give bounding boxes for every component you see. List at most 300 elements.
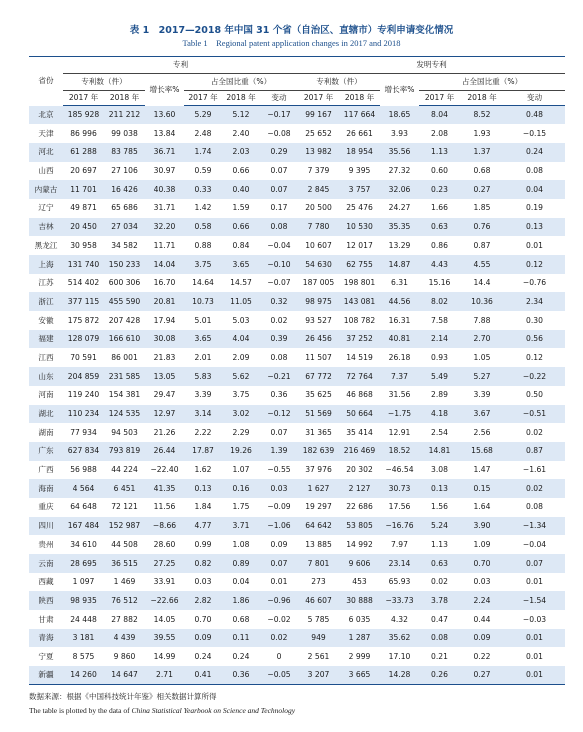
cell-patent-share-2017: 0.99 (194, 539, 212, 549)
cell-province: 吉林 (29, 218, 63, 237)
cell-patent-growth: 13.05 (145, 367, 184, 386)
cell-patent-share-2017: 0.09 (184, 629, 222, 648)
cell-patent-share-2017: 0.82 (184, 554, 222, 573)
cell-patent-share-2018: 0.24 (232, 651, 250, 661)
cell-patent-2017: 49 871 (70, 203, 97, 213)
cell-invention-share-2018: 0.70 (460, 554, 504, 573)
cell-province: 河南 (38, 390, 54, 400)
cell-invention-2017: 2 845 (298, 180, 339, 199)
cell-patent-2017: 98 935 (63, 591, 104, 610)
cell-patent-2017: 119 240 (67, 390, 100, 400)
cell-invention-growth: 4.32 (391, 614, 408, 624)
cell-invention-share-2017: 1.66 (431, 203, 448, 213)
cell-province: 云南 (29, 554, 63, 573)
cell-patent-share-2017: 0.88 (194, 240, 212, 250)
cell-patent-2018: 152 987 (104, 517, 145, 536)
cell-patent-2017: 110 234 (63, 405, 104, 424)
table-row (29, 498, 565, 517)
cell-invention-2018: 12 017 (346, 240, 373, 250)
cell-patent-share-2017: 2.22 (194, 427, 212, 437)
header-year-2018: 2018 年 (339, 91, 380, 106)
cell-invention-share-change: −0.15 (522, 128, 547, 138)
cell-patent-share-2017: 1.42 (194, 203, 212, 213)
cell-patent-growth: 20.81 (145, 292, 184, 311)
cell-patent-2018: 65 686 (111, 203, 138, 213)
cell-invention-growth: −33.73 (380, 591, 419, 610)
cell-province: 四川 (29, 517, 63, 536)
cell-patent-share-2018: 0.11 (222, 629, 260, 648)
cell-patent-share-change: 0.07 (270, 166, 288, 176)
cell-invention-growth: 6.31 (391, 278, 408, 288)
cell-invention-share-2017: 0.08 (419, 629, 460, 648)
cell-province: 浙江 (29, 292, 63, 311)
table-row (29, 554, 565, 573)
cell-invention-growth: 40.81 (380, 330, 419, 349)
cell-patent-share-2018: 1.86 (222, 591, 260, 610)
table-row (29, 218, 565, 237)
cell-invention-2018: 9 395 (348, 166, 371, 176)
cell-patent-2018: 154 381 (108, 390, 141, 400)
cell-invention-growth: 44.56 (380, 292, 419, 311)
cell-province: 内蒙古 (29, 180, 63, 199)
cell-invention-2018: 50 664 (339, 405, 380, 424)
cell-invention-growth: 65.93 (388, 577, 411, 587)
cell-patent-share-2017: 4.77 (184, 517, 222, 536)
cell-patent-2018: 211 212 (104, 106, 145, 125)
cell-patent-growth: 17.94 (153, 315, 176, 325)
cell-patent-share-2017: 3.65 (184, 330, 222, 349)
cell-patent-2017: 185 928 (63, 106, 104, 125)
cell-invention-share-2018: 2.70 (460, 330, 504, 349)
header-change: 变动 (260, 91, 298, 106)
cell-invention-share-change: 0.01 (526, 651, 543, 661)
cell-invention-share-change: −0.04 (522, 539, 547, 549)
cell-province: 陕西 (29, 591, 63, 610)
cell-patent-share-change: 1.39 (260, 442, 298, 461)
cell-province: 福建 (29, 330, 63, 349)
table-row (29, 666, 565, 685)
cell-patent-growth: 31.71 (153, 203, 176, 213)
cell-invention-growth: 31.56 (388, 390, 411, 400)
cell-patent-2017: 514 402 (67, 278, 100, 288)
table-caption-zh: 表 1 2017—2018 年中国 31 个省（自治区、直辖市）专利申请变化情况 (129, 25, 454, 36)
cell-invention-share-2018: 1.93 (473, 128, 491, 138)
cell-patent-2018: 72 121 (111, 502, 138, 512)
cell-patent-share-change: −0.05 (260, 666, 298, 685)
cell-invention-share-2018: 0.09 (460, 629, 504, 648)
cell-invention-share-2017: 2.89 (431, 390, 448, 400)
cell-patent-share-change: 0.36 (270, 390, 288, 400)
cell-patent-share-change: 0.29 (260, 143, 298, 162)
cell-patent-share-2018: 3.02 (222, 405, 260, 424)
cell-invention-share-2017: 8.02 (419, 292, 460, 311)
cell-patent-growth: 13.60 (145, 106, 184, 125)
cell-invention-2018: 6 035 (348, 614, 371, 624)
cell-patent-2017: 3 181 (63, 629, 104, 648)
cell-patent-share-2017: 0.59 (194, 166, 212, 176)
cell-invention-growth: −1.75 (380, 405, 419, 424)
cell-patent-growth: 14.99 (153, 651, 176, 661)
cell-invention-2018: 2 999 (348, 651, 371, 661)
cell-invention-2017: 10 607 (305, 240, 332, 250)
cell-province: 西藏 (38, 577, 54, 587)
cell-invention-2018: 18 954 (339, 143, 380, 162)
cell-invention-share-change: 0.01 (504, 666, 565, 685)
cell-invention-2018: 25 476 (346, 203, 373, 213)
cell-patent-share-2017: 0.70 (194, 614, 212, 624)
cell-patent-share-2017: 0.13 (184, 479, 222, 498)
cell-patent-2017: 377 115 (63, 292, 104, 311)
cell-patent-share-2018: 0.84 (232, 240, 250, 250)
cell-patent-2018: 44 224 (111, 465, 138, 475)
cell-patent-share-2018: 0.40 (222, 180, 260, 199)
cell-patent-2018: 94 503 (111, 427, 138, 437)
cell-invention-2017: 7 801 (298, 554, 339, 573)
cell-patent-2018: 36 515 (104, 554, 145, 573)
cell-patent-share-2018: 2.29 (232, 427, 250, 437)
table-row (29, 629, 565, 648)
header-province: 省份 (29, 57, 63, 106)
cell-invention-2017: 54 630 (298, 255, 339, 274)
cell-invention-share-2017: 0.60 (431, 166, 448, 176)
cell-patent-share-2017: 1.84 (194, 502, 212, 512)
cell-patent-share-change: 0.02 (260, 629, 298, 648)
cell-invention-2017: 20 500 (305, 203, 332, 213)
cell-invention-2017: 7 780 (298, 218, 339, 237)
cell-patent-share-change: 0.39 (260, 330, 298, 349)
cell-patent-share-change: 0 (276, 651, 282, 661)
cell-patent-share-change: −1.06 (260, 517, 298, 536)
cell-patent-growth: 36.71 (145, 143, 184, 162)
cell-invention-share-2017: 5.24 (419, 517, 460, 536)
cell-invention-growth: 35.56 (380, 143, 419, 162)
cell-invention-growth: −16.76 (380, 517, 419, 536)
cell-invention-share-2018: 0.15 (460, 479, 504, 498)
cell-invention-growth: 7.97 (391, 539, 408, 549)
cell-patent-2018: 9 860 (113, 651, 136, 661)
cell-invention-share-2018: 0.87 (473, 240, 491, 250)
source-note-en-title: China Statistical Yearbook on Science and Technology (131, 706, 296, 715)
table-row (29, 106, 565, 125)
cell-invention-share-change: 0.01 (504, 629, 565, 648)
cell-invention-growth: 32.06 (380, 180, 419, 199)
cell-invention-share-2017: 0.23 (419, 180, 460, 199)
cell-patent-growth: 21.83 (153, 352, 176, 362)
cell-invention-2018: 22 686 (346, 502, 373, 512)
table-row (29, 573, 565, 592)
cell-invention-share-2017: 3.78 (419, 591, 460, 610)
cell-patent-2017: 131 740 (63, 255, 104, 274)
table-row (29, 180, 565, 199)
cell-patent-2017: 167 484 (63, 517, 104, 536)
cell-invention-2018: 453 (352, 577, 367, 587)
cell-patent-share-2018: 3.65 (222, 255, 260, 274)
cell-patent-2017: 4 564 (63, 479, 104, 498)
cell-patent-growth: 39.55 (145, 629, 184, 648)
cell-patent-2017: 64 648 (70, 502, 97, 512)
cell-patent-share-change: 0.07 (260, 554, 298, 573)
cell-patent-share-2018: 3.75 (232, 390, 250, 400)
cell-invention-share-2018: 0.27 (460, 180, 504, 199)
header-growth: 增长率% (384, 84, 415, 94)
cell-patent-growth: 26.44 (145, 442, 184, 461)
header-growth: 增长率% (149, 84, 180, 94)
cell-patent-2018: 27 034 (104, 218, 145, 237)
cell-patent-growth: 30.08 (145, 330, 184, 349)
cell-invention-share-2018: 1.09 (473, 539, 491, 549)
cell-patent-share-2018: 0.04 (232, 577, 250, 587)
cell-patent-share-2017: 5.83 (184, 367, 222, 386)
cell-patent-2018: 76 512 (104, 591, 145, 610)
cell-patent-share-2017: 2.48 (194, 128, 212, 138)
cell-patent-2017: 8 575 (72, 651, 95, 661)
cell-patent-growth: 14.04 (145, 255, 184, 274)
cell-invention-growth: 27.32 (388, 166, 411, 176)
cell-patent-growth: 33.91 (153, 577, 176, 587)
cell-patent-share-change: 0.01 (270, 577, 288, 587)
cell-invention-share-2017: 0.63 (419, 218, 460, 237)
cell-province: 湖北 (29, 405, 63, 424)
cell-invention-growth: 7.37 (380, 367, 419, 386)
cell-invention-share-2018: 1.37 (460, 143, 504, 162)
cell-invention-2018: 198 801 (343, 278, 376, 288)
cell-patent-growth: 21.26 (153, 427, 176, 437)
cell-invention-share-change: 0.01 (526, 577, 543, 587)
cell-invention-share-change: 0.13 (504, 218, 565, 237)
cell-patent-2018: 455 590 (104, 292, 145, 311)
cell-invention-2017: 99 167 (298, 106, 339, 125)
cell-patent-growth: 28.60 (153, 539, 176, 549)
cell-patent-share-2018: 1.75 (232, 502, 250, 512)
cell-invention-share-change: 0.19 (526, 203, 543, 213)
cell-invention-2018: 9 606 (339, 554, 380, 573)
cell-patent-share-change: 0.07 (270, 427, 288, 437)
cell-patent-2017: 77 934 (70, 427, 97, 437)
cell-patent-share-change: 0.07 (260, 180, 298, 199)
cell-invention-share-2017: 2.14 (419, 330, 460, 349)
cell-patent-2018: 231 585 (104, 367, 145, 386)
cell-patent-2017: 56 988 (70, 465, 97, 475)
cell-patent-growth: 27.25 (145, 554, 184, 573)
cell-province: 重庆 (38, 502, 54, 512)
cell-invention-growth: 3.93 (391, 128, 408, 138)
cell-invention-2017: 93 527 (305, 315, 332, 325)
cell-patent-growth: 11.71 (153, 240, 176, 250)
cell-invention-share-2018: 0.68 (473, 166, 491, 176)
cell-patent-share-change: 0.32 (260, 292, 298, 311)
cell-patent-share-2018: 19.26 (222, 442, 260, 461)
cell-invention-2018: 72 764 (339, 367, 380, 386)
table-caption-en: Table 1 Regional patent application changes in 2017 and 2018 (182, 38, 401, 48)
header-count: 专利数（件） (63, 74, 145, 91)
cell-invention-growth: 13.29 (388, 240, 411, 250)
cell-invention-2018: 108 782 (343, 315, 376, 325)
cell-patent-share-2017: 1.74 (184, 143, 222, 162)
cell-invention-2017: 2 561 (307, 651, 330, 661)
cell-province: 甘肃 (38, 614, 54, 624)
cell-invention-2017: 187 005 (302, 278, 335, 288)
cell-invention-2018: 20 302 (346, 465, 373, 475)
cell-patent-share-2018: 5.12 (222, 106, 260, 125)
cell-patent-share-2018: 0.89 (222, 554, 260, 573)
header-year-2017: 2017 年 (419, 91, 460, 106)
cell-patent-share-change: −0.96 (260, 591, 298, 610)
header-year-2017: 2017 年 (63, 91, 104, 106)
cell-invention-2018: 26 661 (346, 128, 373, 138)
cell-patent-share-2018: 2.03 (222, 143, 260, 162)
table-row (29, 386, 565, 405)
cell-invention-share-2018: 2.56 (473, 427, 491, 437)
cell-invention-share-2018: 4.55 (460, 255, 504, 274)
header-share: 占全国比重（%） (184, 74, 298, 91)
cell-patent-share-2018: 1.59 (232, 203, 250, 213)
cell-invention-share-2017: 0.13 (419, 479, 460, 498)
cell-province: 河北 (29, 143, 63, 162)
cell-invention-2018: 216 469 (339, 442, 380, 461)
cell-patent-2018: 600 306 (108, 278, 141, 288)
cell-invention-share-change: 0.50 (526, 390, 543, 400)
table-row (29, 442, 565, 461)
cell-patent-2018: 793 819 (104, 442, 145, 461)
cell-invention-share-2018: 8.52 (460, 106, 504, 125)
cell-patent-share-2017: 5.01 (194, 315, 212, 325)
cell-province: 江苏 (38, 278, 54, 288)
cell-invention-2017: 13 982 (298, 143, 339, 162)
header-year-2017: 2017 年 (298, 91, 339, 106)
cell-invention-2018: 117 664 (339, 106, 380, 125)
cell-invention-share-2017: 1.13 (419, 143, 460, 162)
cell-invention-share-change: 0.12 (526, 352, 543, 362)
cell-patent-2017: 28 695 (63, 554, 104, 573)
cell-invention-share-change: 0.01 (526, 240, 543, 250)
cell-patent-2018: 150 233 (104, 255, 145, 274)
cell-patent-share-2017: 14.64 (192, 278, 214, 288)
cell-patent-2018: 86 001 (111, 352, 138, 362)
cell-patent-growth: 16.70 (153, 278, 176, 288)
cell-patent-2018: 6 451 (104, 479, 145, 498)
cell-invention-2017: 182 639 (298, 442, 339, 461)
cell-patent-share-2017: 3.14 (184, 405, 222, 424)
cell-invention-2017: 1 627 (298, 479, 339, 498)
cell-patent-growth: 13.84 (153, 128, 176, 138)
cell-patent-share-2018: 0.66 (232, 166, 250, 176)
cell-invention-share-change: 2.34 (504, 292, 565, 311)
cell-invention-share-2018: 3.39 (473, 390, 491, 400)
cell-invention-2018: 14 992 (346, 539, 373, 549)
cell-patent-share-2018: 0.66 (222, 218, 260, 237)
cell-invention-share-2018: 0.44 (473, 614, 491, 624)
cell-invention-2017: 7 379 (307, 166, 330, 176)
cell-invention-2017: 5 785 (307, 614, 330, 624)
cell-invention-2017: 949 (298, 629, 339, 648)
header-share: 占全国比重（%） (419, 74, 565, 91)
cell-patent-share-2018: 3.71 (222, 517, 260, 536)
cell-patent-share-2017: 0.58 (184, 218, 222, 237)
cell-patent-2017: 175 872 (67, 315, 100, 325)
cell-patent-growth: −8.66 (145, 517, 184, 536)
cell-invention-2017: 3 207 (298, 666, 339, 685)
cell-invention-growth: 18.52 (380, 442, 419, 461)
cell-invention-share-2018: 2.24 (460, 591, 504, 610)
cell-invention-2017: 13 885 (305, 539, 332, 549)
cell-patent-share-change: −0.08 (267, 128, 291, 138)
cell-invention-share-change: −0.51 (504, 405, 565, 424)
table-row (29, 124, 565, 143)
cell-patent-share-change: −0.17 (260, 106, 298, 125)
cell-invention-growth: −46.54 (385, 465, 414, 475)
cell-patent-share-2017: 1.62 (194, 465, 212, 475)
cell-patent-share-2017: 0.24 (194, 651, 212, 661)
cell-invention-share-2018: 15.68 (460, 442, 504, 461)
cell-invention-2018: 3 757 (339, 180, 380, 199)
cell-patent-growth: 32.20 (145, 218, 184, 237)
header-year-2018: 2018 年 (460, 91, 504, 106)
cell-invention-2018: 37 252 (339, 330, 380, 349)
cell-patent-share-2017: 3.39 (194, 390, 212, 400)
cell-patent-share-2017: 2.01 (194, 352, 212, 362)
source-note-en (29, 706, 295, 715)
cell-patent-share-change: 0.09 (270, 539, 288, 549)
cell-patent-2017: 34 610 (70, 539, 97, 549)
cell-invention-share-2018: 3.67 (460, 405, 504, 424)
table-row (29, 292, 565, 311)
cell-province: 山西 (38, 166, 54, 176)
cell-patent-2018: 83 785 (104, 143, 145, 162)
cell-patent-share-2017: 0.03 (194, 577, 212, 587)
cell-invention-share-change: −1.54 (504, 591, 565, 610)
cell-patent-2017: 627 834 (63, 442, 104, 461)
cell-invention-share-2017: 0.26 (419, 666, 460, 685)
cell-province: 湖南 (38, 427, 54, 437)
cell-invention-2017: 98 975 (298, 292, 339, 311)
cell-patent-share-change: −0.10 (260, 255, 298, 274)
table-row (29, 367, 565, 386)
cell-invention-2017: 26 456 (298, 330, 339, 349)
cell-province: 安徽 (38, 315, 54, 325)
cell-patent-growth: 12.97 (145, 405, 184, 424)
cell-patent-growth: 11.56 (153, 502, 176, 512)
cell-patent-2018: 4 439 (104, 629, 145, 648)
cell-invention-2017: 11 507 (305, 352, 332, 362)
cell-patent-share-2017: 0.33 (184, 180, 222, 199)
cell-patent-2017: 204 859 (63, 367, 104, 386)
header-count: 专利数（件） (298, 74, 380, 91)
cell-patent-share-2017: 0.41 (184, 666, 222, 685)
cell-patent-share-change: −0.12 (260, 405, 298, 424)
cell-invention-share-2018: 14.4 (473, 278, 491, 288)
cell-patent-growth: 41.35 (145, 479, 184, 498)
cell-patent-share-2018: 0.16 (222, 479, 260, 498)
table-row (29, 647, 565, 666)
table-row (29, 255, 565, 274)
cell-patent-2017: 61 288 (63, 143, 104, 162)
source-note-zh: 数据来源：根据《中国科技统计年鉴》相关数据计算所得 (29, 692, 217, 701)
cell-invention-growth: 17.56 (388, 502, 411, 512)
cell-invention-share-2017: 7.58 (431, 315, 448, 325)
cell-province: 辽宁 (38, 203, 54, 213)
table-row (29, 236, 565, 255)
cell-invention-share-2017: 4.43 (419, 255, 460, 274)
cell-invention-share-change: −1.34 (504, 517, 565, 536)
cell-patent-2018: 27 106 (111, 166, 138, 176)
cell-invention-growth: 24.27 (388, 203, 411, 213)
cell-invention-share-2017: 3.08 (431, 465, 448, 475)
cell-invention-share-2017: 0.86 (431, 240, 448, 250)
cell-patent-2018: 1 469 (113, 577, 136, 587)
cell-invention-share-change: −1.61 (522, 465, 547, 475)
header-year-2017: 2017 年 (184, 91, 222, 106)
cell-invention-growth: 35.62 (380, 629, 419, 648)
